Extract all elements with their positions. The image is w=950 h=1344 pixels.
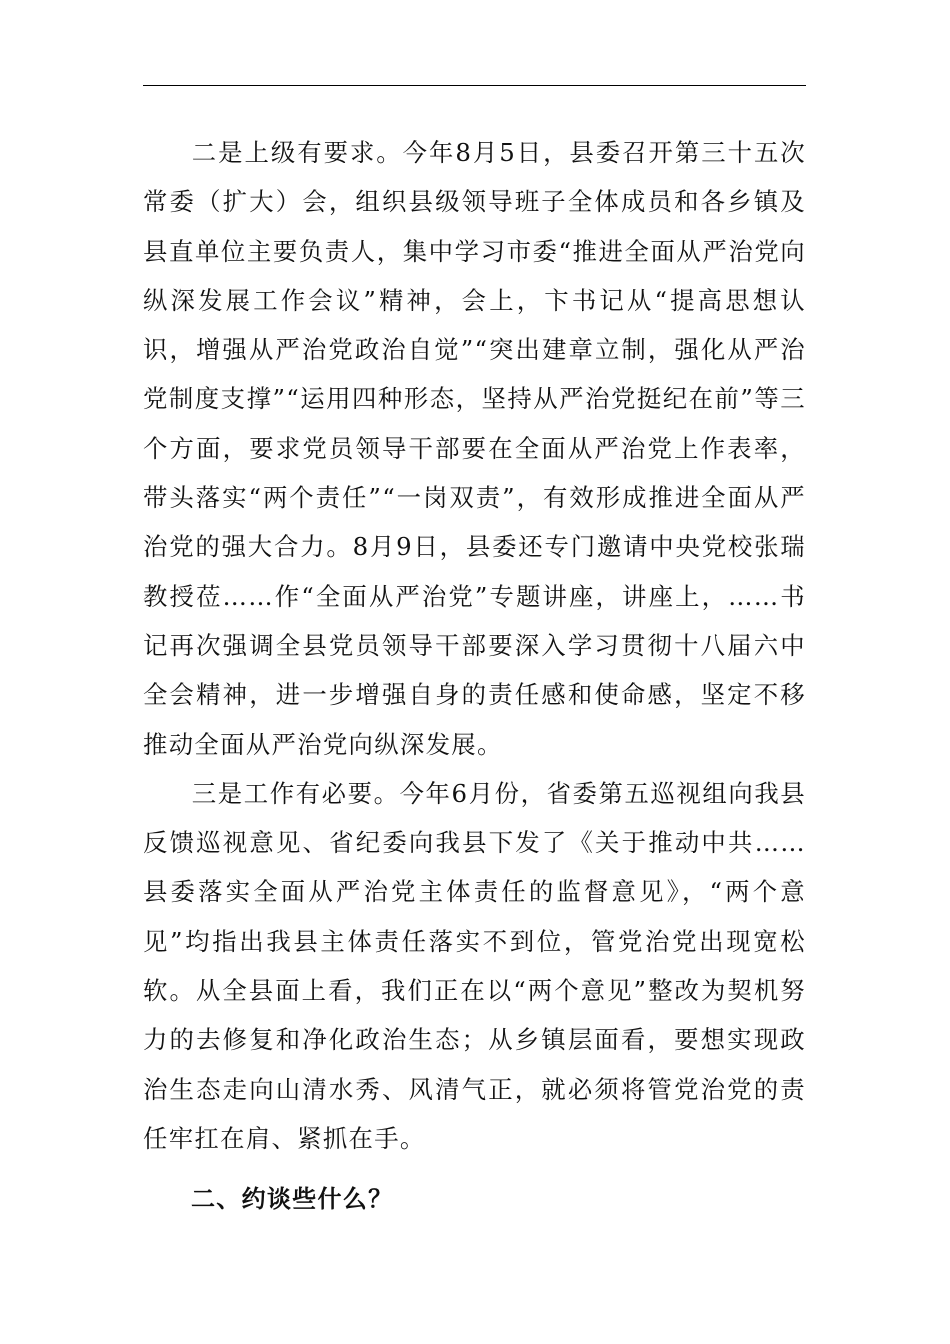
- section-heading: 二、约谈些什么？: [191, 1185, 394, 1214]
- document-body: [143, 128, 806, 1225]
- header-rule: [143, 85, 806, 86]
- paragraph-work-necessity: 三是工作有必要。今年6月份，省委第五巡视组向我县反馈巡视意见、省纪委向我县下发了《关于推动中共……县委落实全面从严治党主体责任的监督意见》，“两个意见”均指出我县主体责任落实不到位，管党治党出现宽松软。从全县面上看，我们正在以“两个意见”整改为契机努力的去修复和净化政治生态；从乡镇层面看，要想实现政治生态走向山清水秀、风清气正，就必须将管党治党的责任牢扛在肩、紧抓在手。: [143, 778, 806, 1153]
- paragraph-superior-requirements: 二是上级有要求。今年8月5日，县委召开第三十五次常委（扩大）会，组织县级领导班子全体成员和各乡镇及县直单位主要负责人，集中学习市委“推进全面从严治党向纵深发展工作会议”精神，会上，卞书记从“提高思想认识，增强从严治党政治自觉”“突出建章立制，强化从严治党制度支撑”“运用四种形态，坚持从严治党挺纪在前”等三个方面，要求党员领导干部要在全面从严治党上作表率，带头落实“两个责任”“一岗双责”，有效形成推进全面从严治党的强大合力。8月9日，县委还专门邀请中央党校张瑞教授莅……作“全面从严治党”专题讲座，讲座上，……书记再次强调全县党员领导干部要深入学习贯彻十八届六中全会精神，进一步增强自身的责任感和使命感，坚定不移推动全面从严治党向纵深发展。: [143, 138, 806, 759]
